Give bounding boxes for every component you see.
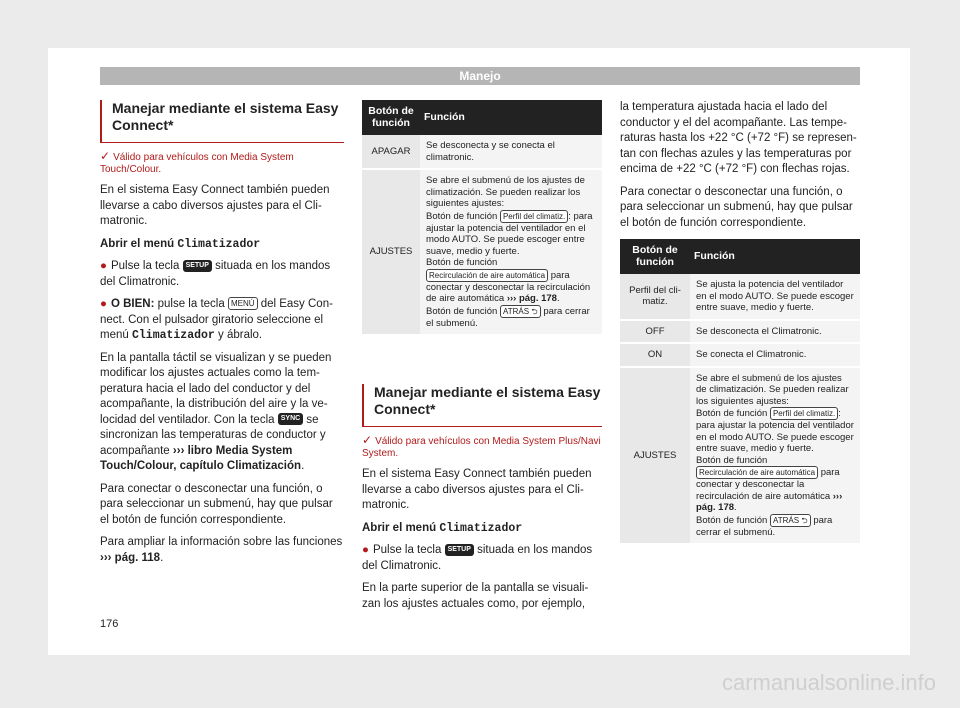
- recirculation-key-icon: Recirculación de aire automática: [696, 466, 818, 479]
- section-header: Manejo: [100, 67, 860, 85]
- setup-key-icon: SETUP: [445, 544, 474, 556]
- table-row: OFF Se desconecta el Climatronic.: [620, 320, 860, 344]
- left-bullet-2: ● O BIEN: pulse la tecla MENÚ del Easy Connect. Con el pulsador giratorio seleccione el menú Climatizador y ábralo.: [100, 298, 333, 342]
- page-number: 176: [100, 618, 119, 630]
- right-paragraph-2: Para conectar o desconectar una función, o para seleccionar un submenú, hay que pulsar el botón de función correspondiente.: [620, 185, 853, 229]
- sync-key-icon: SYNC: [278, 413, 303, 425]
- menu-key-icon: MENÚ: [228, 297, 258, 310]
- left-column: [100, 100, 344, 573]
- climate-function-table: [362, 100, 602, 336]
- right-column: [620, 100, 860, 545]
- left-paragraph-1: En la pantalla táctil se visualizan y se pueden modificar los ajustes actuales como la temperatura hacia el lado del conductor y del acompañante, la distribución del aire y la velocidad del ventilador. Con la tecla SYNC se sincronizan las temperaturas de conductor y acompañante ››› libro Media System Touch/Colour, capítulo Climatización.: [100, 351, 332, 472]
- middle-bullet: ● Pulse la tecla SETUP situada en los mandos del Climatronic.: [362, 544, 593, 572]
- climate-profile-key-icon: Perfil del climatiz.: [500, 210, 568, 223]
- table-row: Perfil del climatiz. Se ajusta la potencia del ventilador en el modo AUTO. Se puede escoger entre suave, medio y fuerte.: [620, 274, 860, 320]
- bullet-icon: ●: [362, 544, 369, 556]
- watermark: carmanualsonline.info: [721, 670, 936, 695]
- table-header-button: Botón de función: [362, 100, 420, 135]
- middle-section-title: Manejar mediante el sistema Easy Connect*: [362, 384, 602, 427]
- table-header-function: Función: [420, 100, 602, 135]
- table-row: APAGAR Se desconecta y se conecta el climatronic.: [362, 135, 602, 169]
- left-paragraph-2: Para conectar o desconectar una función, o para seleccionar un submenú, hay que pulsar el botón de función correspondiente.: [100, 482, 333, 526]
- climate-function-table-2: [620, 239, 860, 545]
- table-row: ON Se conecta el Climatronic.: [620, 343, 860, 367]
- table-header-row: Botón de función Función: [620, 239, 860, 274]
- left-intro: En el sistema Easy Connect también pueden llevarse a cabo diversos ajustes para el Climatronic.: [100, 184, 330, 227]
- left-validity-note: ✓ Válido para vehículos con Media System Touch/Colour.: [100, 149, 294, 175]
- setup-key-icon: SETUP: [183, 260, 212, 272]
- middle-validity-note: ✓ Válido para vehículos con Media System Plus/Navi System.: [362, 433, 601, 459]
- check-icon: ✓: [362, 433, 373, 447]
- left-menu-heading: Abrir el menú Climatizador: [100, 237, 261, 251]
- bullet-icon: ●: [100, 260, 107, 272]
- right-paragraph-1: la temperatura ajustada hacia el lado del conductor y el del acompañante. Las temperaturas hasta los +22 °C (+72 °F) se representan con flechas azules y las temperaturas por encima de +22 °C (+72 °F) con flechas rojas.: [620, 101, 857, 175]
- middle-paragraph: En la parte superior de la pantalla se visualizan los ajustes actuales como, por ejemplo,: [362, 582, 589, 610]
- left-bullet-1: ● Pulse la tecla SETUP situada en los mandos del Climatronic.: [100, 260, 331, 288]
- left-page-reference[interactable]: ››› pág. 118: [100, 551, 161, 564]
- table-header-row: [362, 100, 602, 135]
- left-reference-link[interactable]: ››› libro Media System Touch/Colour, capítulo Climatización: [100, 444, 302, 472]
- middle-section: [362, 384, 602, 619]
- bullet-icon: ●: [100, 298, 107, 310]
- climate-profile-key-icon: Perfil del climatiz.: [770, 407, 838, 420]
- left-section-title: Manejar mediante el sistema Easy Connect*: [100, 100, 344, 143]
- recirculation-key-icon: Recirculación de aire automática: [426, 269, 548, 282]
- middle-table-block: [362, 100, 602, 336]
- check-icon: ✓: [100, 149, 111, 163]
- back-key-icon: ATRÁS ⮌: [770, 514, 811, 527]
- middle-intro: En el sistema Easy Connect también pueden llevarse a cabo diversos ajustes para el Climatronic.: [362, 468, 592, 511]
- table-row: AJUSTES Se abre el submenú de los ajustes de climatización. Se pueden realizar los siguientes ajustes: Botón de función Perfil del climatiz. : para ajustar la potencia del ventilador en el modo AUTO. Se puede escoger entre suave, medio y fuerte. Botón de función Recirculación de aire automática para conectar y desconectar la recirculación de aire automática ››› pág. 178. Botón de función ATRÁS ⮌ para cerrar el submenú.: [620, 367, 860, 545]
- middle-menu-heading: Abrir el menú Climatizador: [362, 521, 523, 535]
- table-row: AJUSTES Se abre el submenú de los ajustes de climatización. Se pueden realizar los siguientes ajustes: Botón de función Perfil del climatiz. : para ajustar la potencia del ventilador en el modo AUTO. Se puede escoger entre suave, medio y fuerte. Botón de función Recirculación de aire automática para conectar y desconectar la recirculación de aire automática ››› pág. 178. Botón de función ATRÁS ⮌ para cerrar el submenú.: [362, 169, 602, 335]
- left-paragraph-3: Para ampliar la información sobre las funciones ››› pág. 118.: [100, 536, 343, 564]
- back-key-icon: ATRÁS ⮌: [500, 305, 541, 318]
